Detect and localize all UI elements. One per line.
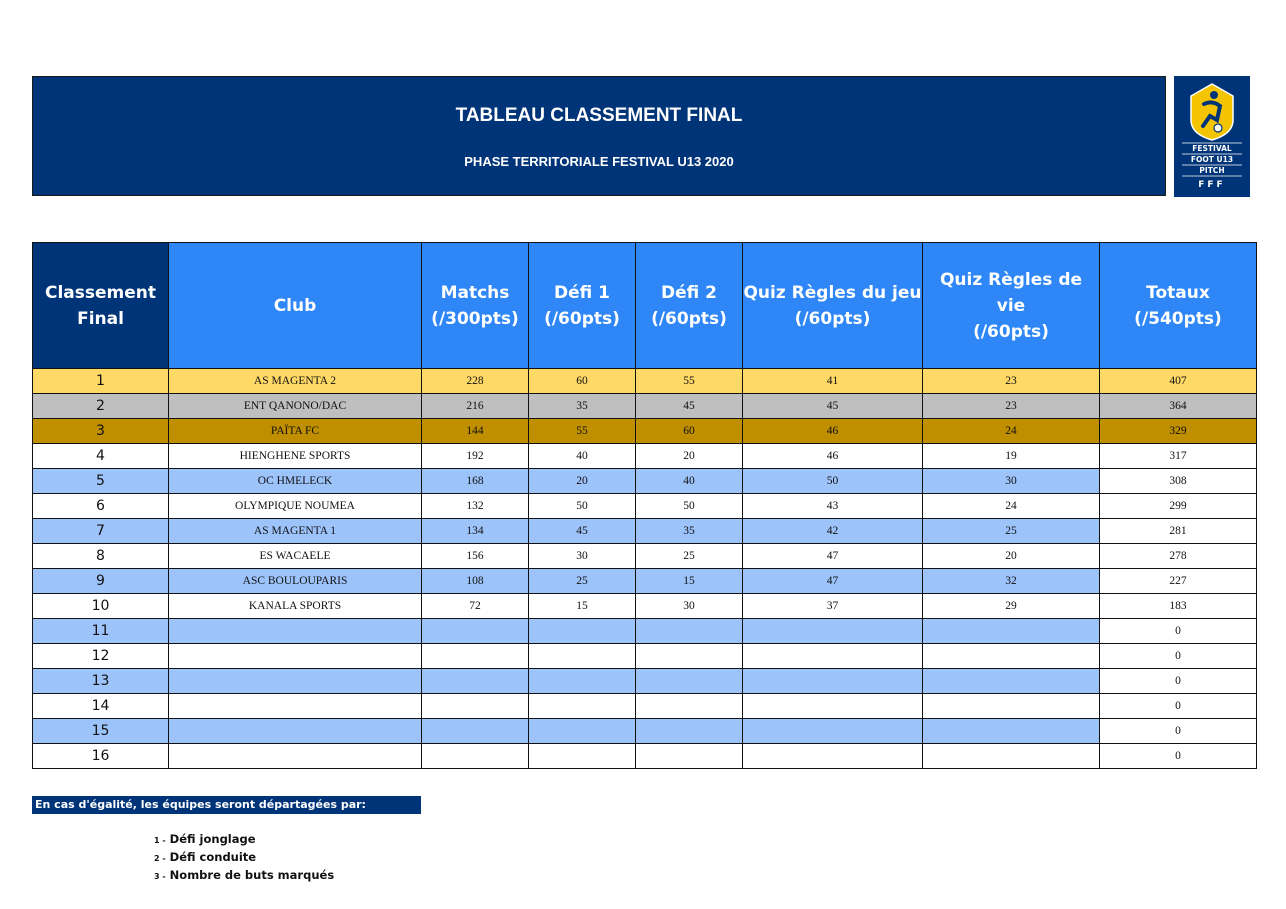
club-cell: ENT QANONO/DAC [169, 394, 422, 419]
total-cell: 278 [1100, 544, 1257, 569]
quiz-jeu-cell [743, 669, 923, 694]
quiz-jeu-cell: 46 [743, 444, 923, 469]
defi2-cell: 45 [636, 394, 743, 419]
rank-cell: 15 [33, 719, 169, 744]
quiz-vie-cell: 23 [923, 394, 1100, 419]
quiz-vie-cell [923, 719, 1100, 744]
table-row [33, 694, 1257, 719]
table-row [33, 419, 1257, 444]
matchs-cell: 192 [422, 444, 529, 469]
logo-line-foot: FOOT U13 [1190, 155, 1234, 164]
matchs-cell: 132 [422, 494, 529, 519]
total-cell: 0 [1100, 744, 1257, 769]
total-cell: 407 [1100, 369, 1257, 394]
rank-cell: 2 [33, 394, 169, 419]
table-row [33, 494, 1257, 519]
header-club: Club [169, 243, 422, 369]
total-cell: 308 [1100, 469, 1257, 494]
matchs-cell [422, 719, 529, 744]
table-row [33, 444, 1257, 469]
header-totaux: Totaux (/540pts) [1100, 243, 1257, 369]
quiz-vie-cell: 29 [923, 594, 1100, 619]
table-row [33, 369, 1257, 394]
quiz-vie-cell: 23 [923, 369, 1100, 394]
quiz-jeu-cell: 45 [743, 394, 923, 419]
total-cell: 329 [1100, 419, 1257, 444]
quiz-jeu-cell: 42 [743, 519, 923, 544]
title-banner [32, 76, 1166, 196]
rank-cell: 16 [33, 744, 169, 769]
defi1-cell [529, 669, 636, 694]
club-cell: OLYMPIQUE NOUMEA [169, 494, 422, 519]
quiz-jeu-cell: 47 [743, 544, 923, 569]
defi2-cell: 30 [636, 594, 743, 619]
quiz-vie-cell [923, 669, 1100, 694]
total-cell: 227 [1100, 569, 1257, 594]
table-row [33, 669, 1257, 694]
table-row [33, 569, 1257, 594]
table-row [33, 594, 1257, 619]
rank-cell: 1 [33, 369, 169, 394]
table-row [33, 544, 1257, 569]
total-cell: 299 [1100, 494, 1257, 519]
matchs-cell [422, 619, 529, 644]
total-cell: 317 [1100, 444, 1257, 469]
standings-body [33, 369, 1257, 769]
defi1-cell [529, 694, 636, 719]
club-cell [169, 744, 422, 769]
rank-cell: 5 [33, 469, 169, 494]
defi2-cell [636, 694, 743, 719]
rank-cell: 8 [33, 544, 169, 569]
tiebreak-item: 2 - Défi conduite [154, 850, 257, 864]
club-cell: ES WACAELE [169, 544, 422, 569]
matchs-cell [422, 669, 529, 694]
defi2-cell [636, 669, 743, 694]
club-cell: KANALA SPORTS [169, 594, 422, 619]
defi2-cell: 35 [636, 519, 743, 544]
header-quiz-vie: Quiz Règles de vie (/60pts) [923, 243, 1100, 369]
header-matchs: Matchs (/300pts) [422, 243, 529, 369]
table-row [33, 644, 1257, 669]
defi1-cell: 60 [529, 369, 636, 394]
quiz-jeu-cell [743, 744, 923, 769]
club-cell [169, 694, 422, 719]
total-cell: 364 [1100, 394, 1257, 419]
defi1-cell: 30 [529, 544, 636, 569]
total-cell: 0 [1100, 694, 1257, 719]
header-rank: Classement Final [33, 243, 169, 369]
defi1-cell [529, 644, 636, 669]
quiz-jeu-cell [743, 719, 923, 744]
club-cell [169, 669, 422, 694]
defi1-cell [529, 619, 636, 644]
total-cell: 281 [1100, 519, 1257, 544]
matchs-cell: 144 [422, 419, 529, 444]
festival-logo-icon [1174, 76, 1250, 197]
matchs-cell: 156 [422, 544, 529, 569]
club-cell [169, 719, 422, 744]
total-cell: 0 [1100, 669, 1257, 694]
defi2-cell [636, 719, 743, 744]
defi2-cell: 40 [636, 469, 743, 494]
matchs-cell: 216 [422, 394, 529, 419]
club-cell: AS MAGENTA 1 [169, 519, 422, 544]
total-cell: 0 [1100, 619, 1257, 644]
rank-cell: 13 [33, 669, 169, 694]
club-cell [169, 619, 422, 644]
table-row [33, 394, 1257, 419]
quiz-jeu-cell [743, 694, 923, 719]
rank-cell: 12 [33, 644, 169, 669]
defi1-cell: 15 [529, 594, 636, 619]
defi2-cell [636, 644, 743, 669]
table-row [33, 519, 1257, 544]
matchs-cell [422, 744, 529, 769]
table-row [33, 744, 1257, 769]
page-subtitle: PHASE TERRITORIALE FESTIVAL U13 2020 [464, 154, 734, 169]
quiz-vie-cell [923, 644, 1100, 669]
matchs-cell: 134 [422, 519, 529, 544]
quiz-vie-cell: 30 [923, 469, 1100, 494]
defi1-cell: 20 [529, 469, 636, 494]
quiz-jeu-cell [743, 644, 923, 669]
quiz-vie-cell [923, 694, 1100, 719]
rank-cell: 11 [33, 619, 169, 644]
header-defi2: Défi 2 (/60pts) [636, 243, 743, 369]
club-cell: ASC BOULOUPARIS [169, 569, 422, 594]
defi2-cell: 55 [636, 369, 743, 394]
club-cell: HIENGHENE SPORTS [169, 444, 422, 469]
defi2-cell: 25 [636, 544, 743, 569]
header-defi1: Défi 1 (/60pts) [529, 243, 636, 369]
matchs-cell [422, 644, 529, 669]
quiz-vie-cell: 20 [923, 544, 1100, 569]
defi2-cell: 15 [636, 569, 743, 594]
table-row [33, 719, 1257, 744]
standings-table [32, 242, 1257, 769]
logo-line-pitch: PITCH [1199, 166, 1225, 175]
festival-logo [1174, 76, 1250, 197]
tiebreak-list [154, 830, 334, 884]
defi1-cell: 55 [529, 419, 636, 444]
quiz-vie-cell [923, 744, 1100, 769]
defi2-cell: 60 [636, 419, 743, 444]
quiz-jeu-cell: 47 [743, 569, 923, 594]
defi1-cell [529, 744, 636, 769]
matchs-cell: 108 [422, 569, 529, 594]
rank-cell: 14 [33, 694, 169, 719]
logo-line-fff: FFF [1198, 180, 1226, 190]
table-header-row [33, 243, 1257, 369]
tiebreak-item: 3 - Nombre de buts marqués [154, 868, 335, 882]
quiz-jeu-cell: 41 [743, 369, 923, 394]
defi1-cell: 35 [529, 394, 636, 419]
defi1-cell: 45 [529, 519, 636, 544]
quiz-vie-cell: 32 [923, 569, 1100, 594]
matchs-cell [422, 694, 529, 719]
club-cell: AS MAGENTA 2 [169, 369, 422, 394]
table-row [33, 619, 1257, 644]
club-cell: PAÏTA FC [169, 419, 422, 444]
defi1-cell: 40 [529, 444, 636, 469]
club-cell [169, 644, 422, 669]
total-cell: 0 [1100, 719, 1257, 744]
quiz-vie-cell: 25 [923, 519, 1100, 544]
matchs-cell: 228 [422, 369, 529, 394]
quiz-jeu-cell: 50 [743, 469, 923, 494]
quiz-vie-cell: 24 [923, 419, 1100, 444]
rank-cell: 3 [33, 419, 169, 444]
defi2-cell [636, 619, 743, 644]
rank-cell: 4 [33, 444, 169, 469]
quiz-vie-cell: 19 [923, 444, 1100, 469]
page-title: TABLEAU CLASSEMENT FINAL [455, 105, 743, 126]
rank-cell: 10 [33, 594, 169, 619]
quiz-jeu-cell: 37 [743, 594, 923, 619]
logo-line-festival: FESTIVAL [1192, 144, 1232, 153]
tiebreak-heading: En cas d'égalité, les équipes seront départagées par: [32, 796, 421, 814]
quiz-vie-cell [923, 619, 1100, 644]
tiebreak-item: 1 - Défi jonglage [154, 832, 256, 846]
defi2-cell: 20 [636, 444, 743, 469]
defi2-cell [636, 744, 743, 769]
defi1-cell [529, 719, 636, 744]
club-cell: OC HMELECK [169, 469, 422, 494]
quiz-jeu-cell: 46 [743, 419, 923, 444]
defi1-cell: 25 [529, 569, 636, 594]
rank-cell: 9 [33, 569, 169, 594]
total-cell: 0 [1100, 644, 1257, 669]
matchs-cell: 168 [422, 469, 529, 494]
quiz-jeu-cell: 43 [743, 494, 923, 519]
total-cell: 183 [1100, 594, 1257, 619]
quiz-vie-cell: 24 [923, 494, 1100, 519]
matchs-cell: 72 [422, 594, 529, 619]
quiz-jeu-cell [743, 619, 923, 644]
header-quiz-jeu: Quiz Règles du jeu (/60pts) [743, 243, 923, 369]
rank-cell: 6 [33, 494, 169, 519]
table-row [33, 469, 1257, 494]
defi1-cell: 50 [529, 494, 636, 519]
defi2-cell: 50 [636, 494, 743, 519]
rank-cell: 7 [33, 519, 169, 544]
